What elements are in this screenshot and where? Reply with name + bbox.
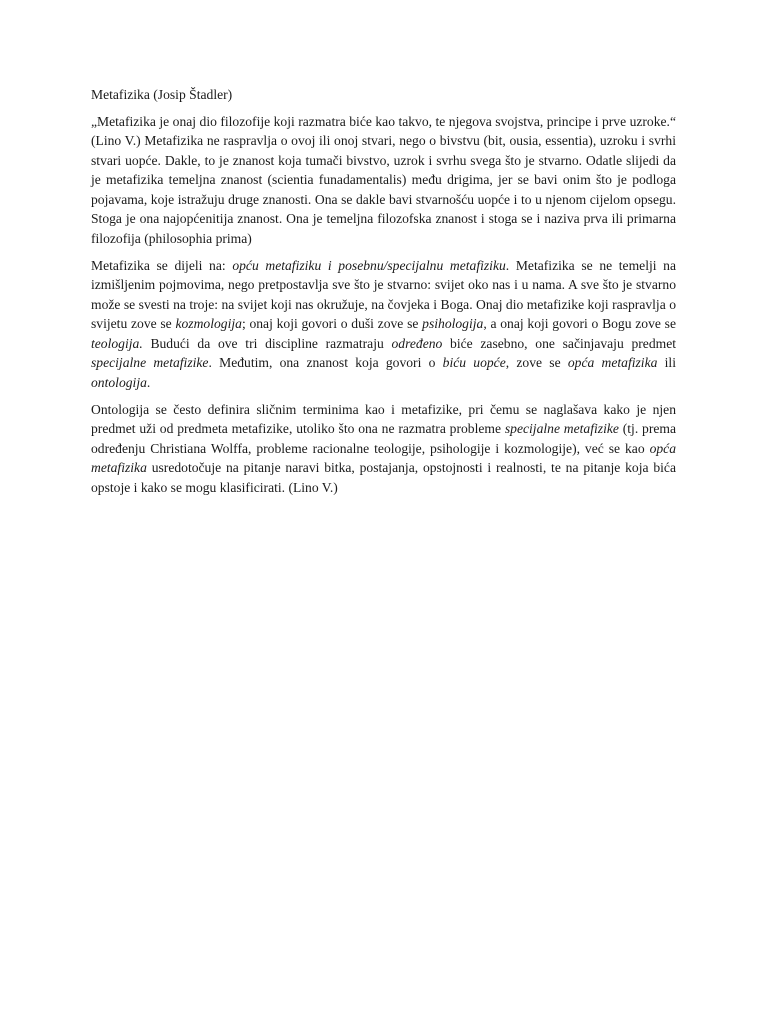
text-span: . Međutim, ona znanost koja govori o [208,355,443,370]
paragraph-division [91,256,676,393]
text-span: (tj. prema određenju Christiana Wolffa, probleme racionalne teologije, psihologije i kozmologije), već se kao [91,421,677,456]
text-span: Budući da ove tri discipline razmatraju [142,335,392,351]
italic-term: psihologija [422,316,484,331]
paragraph-ontology [91,400,676,498]
italic-term: opća metafizika [91,440,676,475]
text-span: , a onaj koji govori o Bogu zove se [483,316,677,331]
text-span: ili [657,355,676,370]
text-span: Ontologija se često definira sličnim terminima kao i metafizike, pri čemu se naglašava kako je njen predmet uži od predmeta metafizike, utoliko što ona ne razmatra probleme [91,401,676,436]
text-span: usredotočuje na pitanje naravi bitka, postajanja, opstojnosti i realnosti, te na pitanje koja bića opstoje i kako se mogu klasificirati. (Lino V.) [91,460,676,495]
italic-term: specijalne metafizike [504,421,619,436]
italic-term: određeno [391,335,443,351]
document-title: Metafizika (Josip Štadler) [91,87,233,102]
text-span: Metafizika se dijeli na: [91,257,233,273]
paragraph-intro: „Metafizika je onaj dio filozofije koji razmatra biće kao takvo, te njegova svojstva, principe i prve uzroke.“ (Lino V.) Metafizika ne raspravlja o ovoj ili onoj stvari, nego o bivstvu (bit, ousia, essentia), uzroku i svrhi stvari uopće. Dakle, to je znanost koja tumači bivstvo, uzrok i svrhu svega što je stvarno. Odatle slijedi da je metafizika temeljna znanost (scientia funadamentalis) među drigima, jer se bavi onim što je podloga pojavama, koje istražuju druge znanosti. Ona se dakle bavi stvarnošću uopće i to u njenom cijelom opsegu. Stoga je ona najopćenitija znanost. Ona je temeljna filozofska znanost i stoga se i naziva prva ili primarna filozofija (philosophia prima) [91,113,676,246]
text-span: , zove se [505,355,568,370]
text-span: . Metafizika se ne temelji na izmišljenim pojmovima, nego pretpostavlja sve što je stvarno: svijet oko nas i u nama. A sve što je stvarno može se svesti na troje: na svijet koji nas okružuje, na čovjeka i Boga. Onaj dio metafizike koji raspravlja o svijetu zove se [91,257,677,331]
italic-term: opću metafiziku i posebnu/specijalnu metafiziku [232,257,506,273]
italic-term: kozmologija [175,316,242,331]
text-span: . [146,374,151,390]
text-span: biće zasebno, one sačinjavaju predmet [442,335,677,351]
document-page [91,85,676,505]
text-span: ; onaj koji govori o duši zove se [241,316,423,331]
italic-term: opća metafizika [567,355,658,370]
italic-term: biću uopće [442,355,506,370]
italic-term: ontologija [91,374,147,390]
italic-term: teologija. [91,335,143,351]
italic-term: specijalne metafizike [91,355,209,370]
